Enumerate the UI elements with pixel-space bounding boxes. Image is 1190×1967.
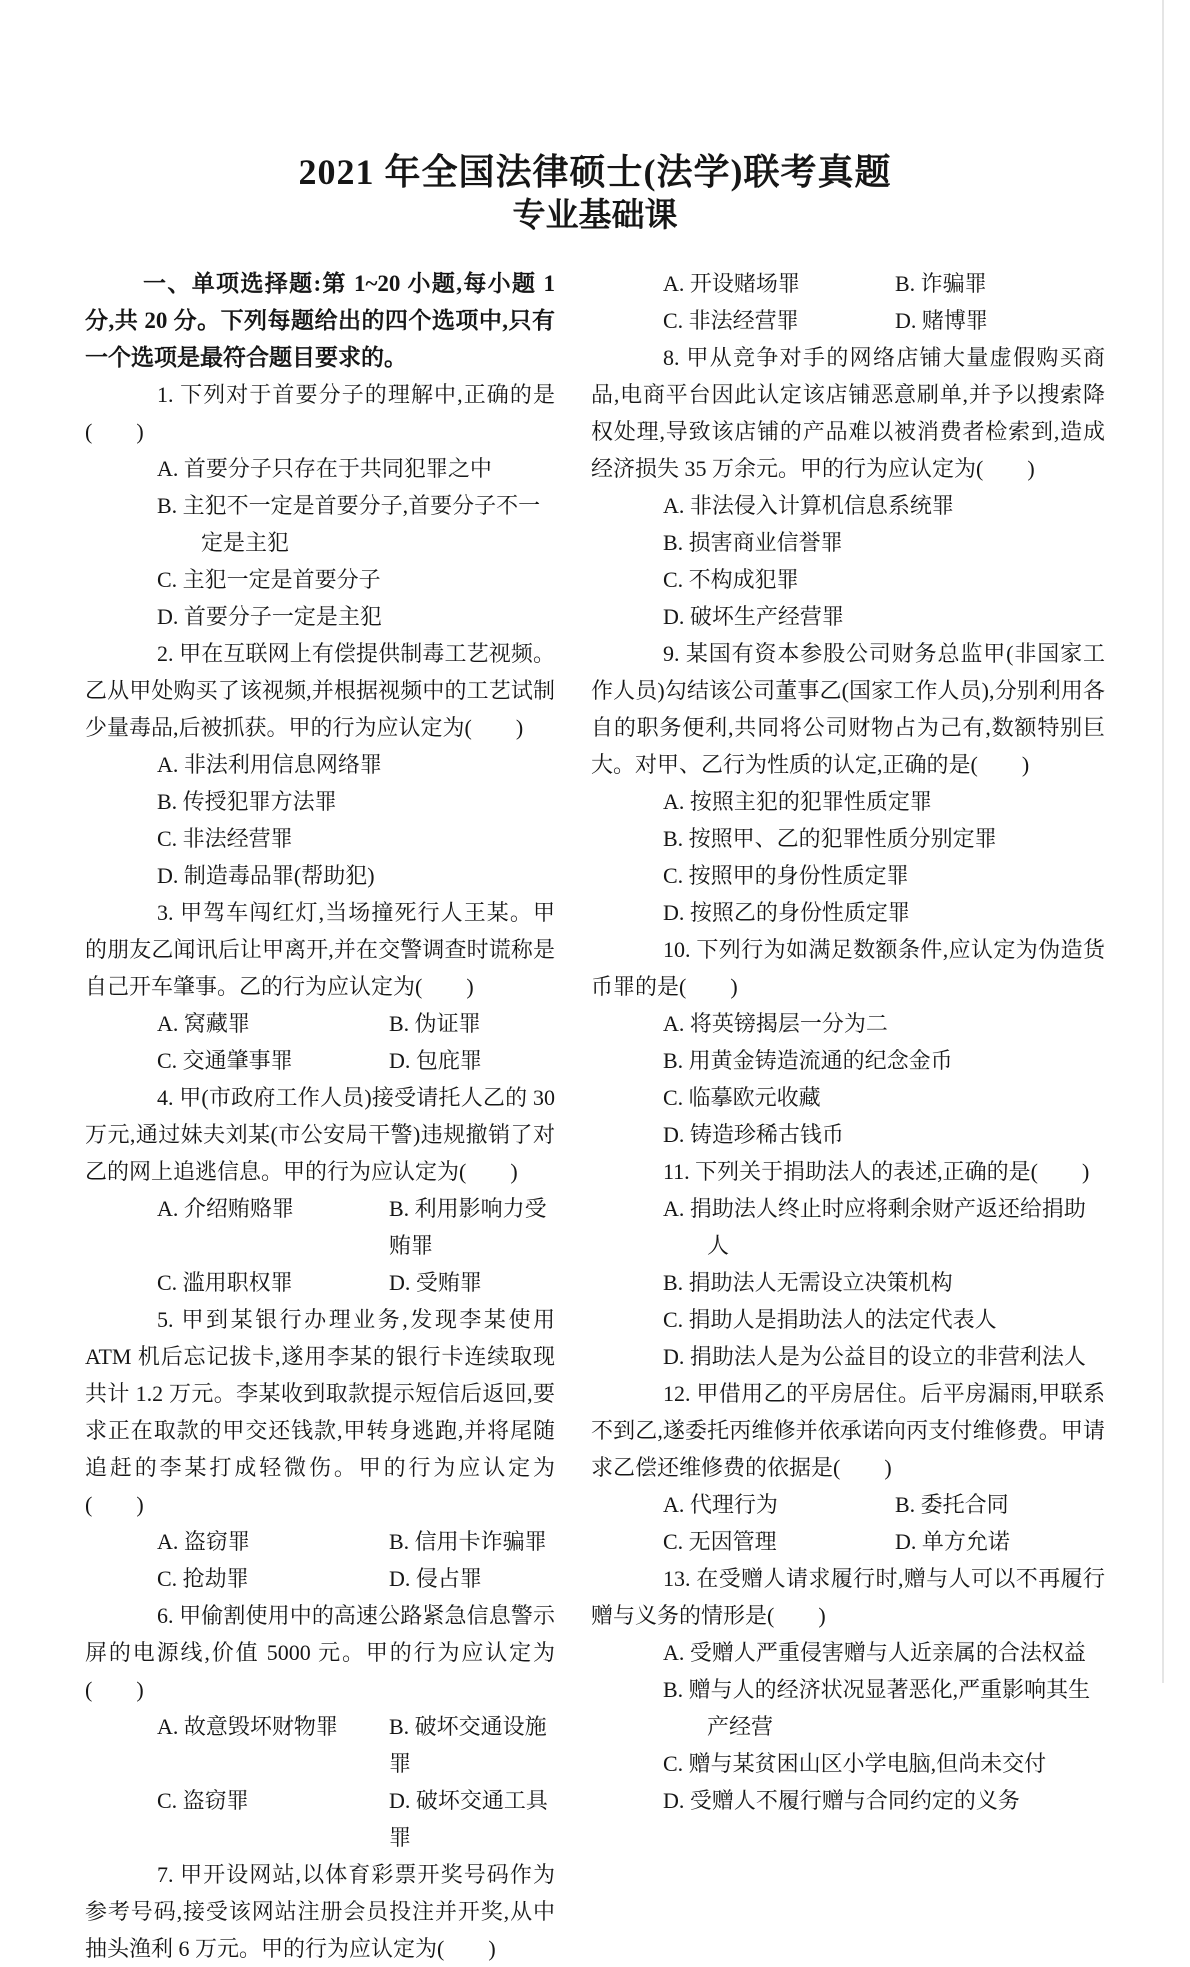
question-10-option-A: A. 将英镑揭层一分为二	[663, 1011, 888, 1036]
question-13-option-D: D. 受赠人不履行赠与合同约定的义务	[663, 1788, 1020, 1813]
question-9-option-C: C. 按照甲的身份性质定罪	[663, 863, 909, 888]
question-6-option-A: A. 故意毁坏财物罪	[157, 1714, 338, 1739]
question-5	[85, 1301, 555, 1597]
question-8	[591, 339, 1105, 635]
question-7-options-option-D: D. 赌博罪	[895, 308, 988, 333]
question-3-option-row	[157, 1005, 555, 1042]
question-5-option-B: B. 信用卡诈骗罪	[389, 1529, 547, 1554]
question-8-option-B: B. 损害商业信誉罪	[663, 530, 843, 555]
question-5-option-row	[157, 1523, 555, 1560]
question-5-stem: 5. 甲到某银行办理业务,发现李某使用 ATM 机后忘记拔卡,遂用李某的银行卡连续取现共计 1.2 万元。李某收到取款提示短信后返回,要求正在取款的甲交还钱款,甲转身逃跑,并将尾随追赶的李某打成轻微伤。甲的行为应认定为( )	[85, 1307, 555, 1517]
question-1-stem: 1. 下列对于首要分子的理解中,正确的是( )	[85, 382, 555, 444]
question-2-option-C: C. 非法经营罪	[157, 826, 293, 851]
question-7-options-option-row	[663, 265, 1105, 302]
question-6-option-D: D. 破坏交通工具罪	[389, 1788, 548, 1850]
question-3	[85, 894, 555, 1079]
left-column-questions	[85, 376, 555, 1967]
question-5-option-row	[157, 1560, 555, 1597]
question-6	[85, 1597, 555, 1856]
question-3-option-A: A. 窝藏罪	[157, 1011, 250, 1036]
question-12-option-row	[663, 1486, 1105, 1523]
question-2-option-B: B. 传授犯罪方法罪	[157, 789, 337, 814]
question-4	[85, 1079, 555, 1301]
question-6-stem: 6. 甲偷割使用中的高速公路紧急信息警示屏的电源线,价值 5000 元。甲的行为应认定为( )	[85, 1603, 555, 1702]
question-2-option-D: D. 制造毒品罪(帮助犯)	[157, 863, 375, 888]
question-9-stem: 9. 某国有资本参股公司财务总监甲(非国家工作人员)勾结该公司董事乙(国家工作人员),分别利用各自的职务便利,共同将公司财物占为己有,数额特别巨大。对甲、乙行为性质的认定,正确的是( )	[591, 641, 1105, 777]
question-7	[85, 1856, 555, 1967]
question-3-option-B: B. 伪证罪	[389, 1011, 481, 1036]
question-7-options-option-C: C. 非法经营罪	[663, 308, 799, 333]
question-12-option-D: D. 单方允诺	[895, 1529, 1010, 1554]
two-column-body	[85, 265, 1105, 1967]
question-5-option-C: C. 抢劫罪	[157, 1566, 249, 1591]
page-title: 2021 年全国法律硕士(法学)联考真题	[298, 152, 892, 192]
question-12-stem: 12. 甲借用乙的平房居住。后平房漏雨,甲联系不到乙,遂委托丙维修并依承诺向丙支付维修费。甲请求乙偿还维修费的依据是( )	[591, 1381, 1105, 1480]
question-1-option-B: B. 主犯不一定是首要分子,首要分子不一定是主犯	[157, 493, 541, 555]
question-11-option-B: B. 捐助法人无需设立决策机构	[663, 1270, 953, 1295]
question-10	[591, 931, 1105, 1153]
question-4-option-A: A. 介绍贿赂罪	[157, 1196, 294, 1221]
question-11-option-D: D. 捐助法人是为公益目的设立的非营利法人	[663, 1344, 1086, 1369]
question-13	[591, 1560, 1105, 1819]
question-5-option-A: A. 盗窃罪	[157, 1529, 250, 1554]
question-8-option-A: A. 非法侵入计算机信息系统罪	[663, 493, 954, 518]
question-1-option-D: D. 首要分子一定是主犯	[157, 604, 382, 629]
question-10-option-C: C. 临摹欧元收藏	[663, 1085, 821, 1110]
question-13-option-C: C. 赠与某贫困山区小学电脑,但尚未交付	[663, 1751, 1047, 1776]
question-3-option-C: C. 交通肇事罪	[157, 1048, 293, 1073]
question-3-option-row	[157, 1042, 555, 1079]
question-4-stem: 4. 甲(市政府工作人员)接受请托人乙的 30 万元,通过妹夫刘某(市公安局干警)违规撤销了对乙的网上追逃信息。甲的行为应认定为( )	[85, 1085, 555, 1184]
question-6-option-B: B. 破坏交通设施罪	[389, 1714, 547, 1776]
question-9-option-D: D. 按照乙的身份性质定罪	[663, 900, 910, 925]
question-12-option-C: C. 无因管理	[663, 1529, 777, 1554]
question-7-options	[591, 265, 1105, 339]
question-1-option-C: C. 主犯一定是首要分子	[157, 567, 381, 592]
question-10-option-D: D. 铸造珍稀古钱币	[663, 1122, 844, 1147]
left-column	[85, 265, 555, 1967]
question-1-option-A: A. 首要分子只存在于共同犯罪之中	[157, 456, 492, 481]
page-subtitle: 专业基础课	[512, 198, 678, 234]
question-8-option-C: C. 不构成犯罪	[663, 567, 799, 592]
question-11-option-C: C. 捐助人是捐助法人的法定代表人	[663, 1307, 997, 1332]
question-6-option-row	[157, 1708, 555, 1782]
question-7-options-option-A: A. 开设赌场罪	[663, 271, 800, 296]
section-intro: 一、单项选择题:第 1~20 小题,每小题 1 分,共 20 分。下列每题给出的四个选项中,只有一个选项是最符合题目要求的。	[85, 271, 555, 370]
page-edge-shadow	[1162, 0, 1164, 1683]
question-2	[85, 635, 555, 894]
right-column	[591, 265, 1105, 1819]
question-10-stem: 10. 下列行为如满足数额条件,应认定为伪造货币罪的是( )	[591, 937, 1105, 999]
question-12-option-B: B. 委托合同	[895, 1492, 1009, 1517]
question-12-option-row	[663, 1523, 1105, 1560]
question-4-option-D: D. 受贿罪	[389, 1270, 482, 1295]
question-6-option-C: C. 盗窃罪	[157, 1788, 249, 1813]
page-header	[85, 150, 1105, 237]
question-13-option-A: A. 受赠人严重侵害赠与人近亲属的合法权益	[663, 1640, 1086, 1665]
question-9	[591, 635, 1105, 931]
question-3-option-D: D. 包庇罪	[389, 1048, 482, 1073]
question-1	[85, 376, 555, 635]
question-4-option-C: C. 滥用职权罪	[157, 1270, 293, 1295]
question-6-option-row	[157, 1782, 555, 1856]
question-4-option-row	[157, 1190, 555, 1264]
question-7-options-option-row	[663, 302, 1105, 339]
question-13-stem: 13. 在受赠人请求履行时,赠与人可以不再履行赠与义务的情形是( )	[591, 1566, 1105, 1628]
question-5-option-D: D. 侵占罪	[389, 1566, 482, 1591]
question-13-option-B: B. 赠与人的经济状况显著恶化,严重影响其生产经营	[663, 1677, 1091, 1739]
question-7-stem: 7. 甲开设网站,以体育彩票开奖号码作为参考号码,接受该网站注册会员投注并开奖,从中抽头渔利 6 万元。甲的行为应认定为( )	[85, 1862, 555, 1961]
question-3-stem: 3. 甲驾车闯红灯,当场撞死行人王某。甲的朋友乙闻讯后让甲离开,并在交警调查时谎称是自己开车肇事。乙的行为应认定为( )	[85, 900, 555, 999]
question-2-stem: 2. 甲在互联网上有偿提供制毒工艺视频。乙从甲处购买了该视频,并根据视频中的工艺试制少量毒品,后被抓获。甲的行为应认定为( )	[85, 641, 555, 740]
question-11-option-A: A. 捐助法人终止时应将剩余财产返还给捐助人	[663, 1196, 1086, 1258]
question-8-stem: 8. 甲从竞争对手的网络店铺大量虚假购买商品,电商平台因此认定该店铺恶意刷单,并予以搜索降权处理,导致该店铺的产品难以被消费者检索到,造成经济损失 35 万余元。甲的行为应认定为( )	[591, 345, 1105, 481]
question-12-option-A: A. 代理行为	[663, 1492, 778, 1517]
question-11	[591, 1153, 1105, 1375]
question-4-option-B: B. 利用影响力受贿罪	[389, 1196, 547, 1258]
question-7-options-option-B: B. 诈骗罪	[895, 271, 987, 296]
question-9-option-A: A. 按照主犯的犯罪性质定罪	[663, 789, 932, 814]
question-10-option-B: B. 用黄金铸造流通的纪念金币	[663, 1048, 953, 1073]
question-9-option-B: B. 按照甲、乙的犯罪性质分别定罪	[663, 826, 997, 851]
question-12	[591, 1375, 1105, 1560]
question-8-option-D: D. 破坏生产经营罪	[663, 604, 844, 629]
question-4-option-row	[157, 1264, 555, 1301]
question-2-option-A: A. 非法利用信息网络罪	[157, 752, 382, 777]
question-11-stem: 11. 下列关于捐助法人的表述,正确的是( )	[663, 1159, 1090, 1184]
